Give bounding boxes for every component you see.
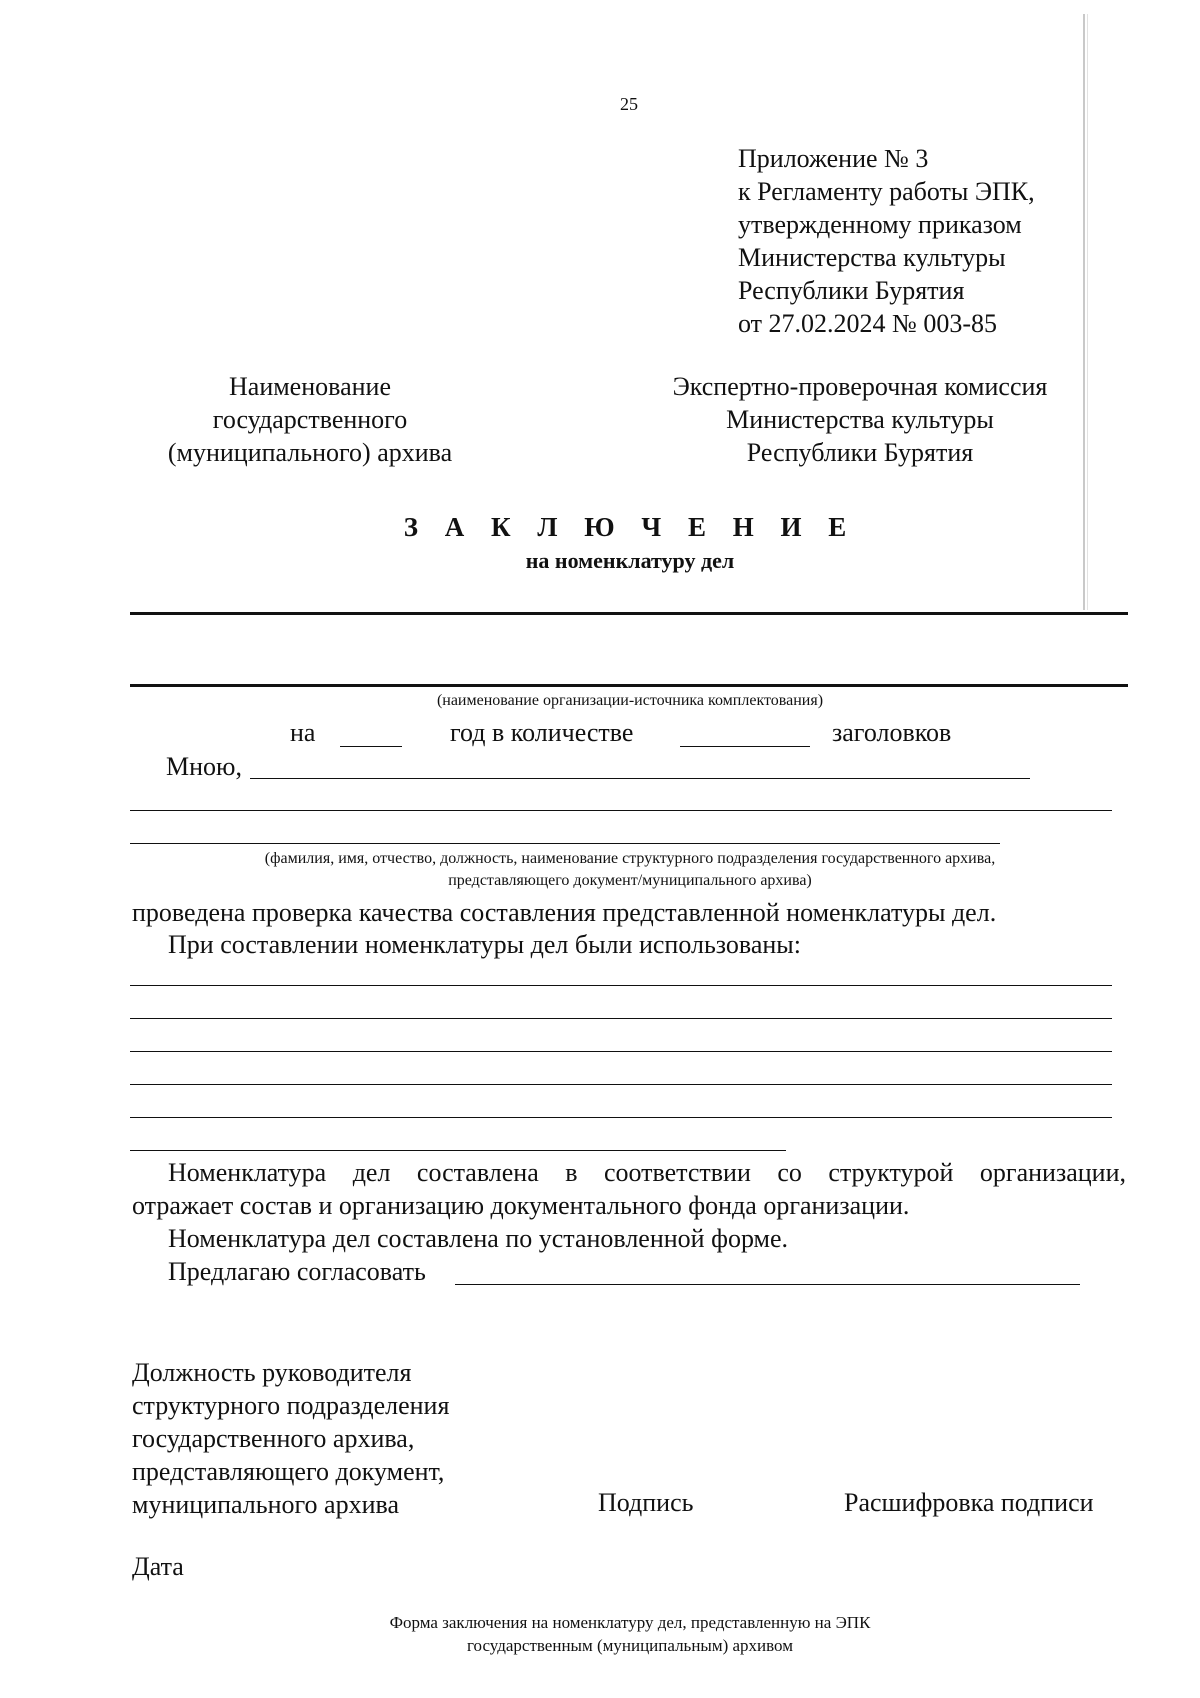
archive-name-line: (муниципального) архива [167, 438, 453, 467]
propose-label: Предлагаю согласовать [168, 1257, 426, 1286]
fill-in-line [130, 1084, 1112, 1085]
fill-in-line [130, 985, 1112, 986]
fill-in-line [130, 684, 1128, 687]
form-footer [0, 1611, 1200, 1657]
document-title: З А К Л Ю Ч Е Н И Е [403, 512, 857, 542]
date-label: Дата [132, 1552, 184, 1581]
used-text: При составлении номенклатуры дел были использованы: [168, 930, 802, 959]
person-caption-line: (фамилия, имя, отчество, должность, наименование структурного подразделения государственного архива, [264, 850, 996, 867]
page-number: 25 [620, 94, 638, 114]
count-blank [680, 746, 810, 747]
conformity-line: отражает состав и организацию документального фонда организации. [132, 1191, 910, 1220]
commission-line: Республики Бурятия [746, 438, 974, 467]
archive-name-block [140, 370, 480, 469]
year-blank [340, 746, 402, 747]
appendix-line: от 27.02.2024 № 003-85 [738, 309, 997, 338]
appendix-line: Приложение № 3 [738, 144, 929, 173]
archive-name-line: государственного [212, 405, 408, 434]
appendix-block [738, 142, 1035, 340]
year-prefix: на [290, 718, 316, 747]
fill-in-line [250, 778, 1030, 779]
fill-in-line [130, 1117, 1112, 1118]
position-line: представляющего документ, [132, 1457, 445, 1486]
position-block [132, 1356, 449, 1521]
year-suffix: заголовков [832, 718, 952, 747]
fill-in-line [130, 1150, 786, 1151]
position-line: Должность руководителя [132, 1358, 412, 1387]
fill-in-line [130, 810, 1112, 811]
position-line: муниципального архива [132, 1490, 399, 1519]
by-me-label: Мною, [166, 752, 242, 781]
year-middle: год в количестве [450, 718, 634, 747]
fill-in-line [130, 1018, 1112, 1019]
signature-decoding-label: Расшифровка подписи [844, 1488, 1094, 1517]
conformity-line: Номенклатура дел составлена в соответствии со структурой организации, [168, 1158, 1126, 1187]
commission-line: Министерства культуры [726, 405, 994, 434]
appendix-line: Министерства культуры [738, 243, 1006, 272]
org-name-caption: (наименование организации-источника комплектования) [436, 692, 824, 709]
fill-in-line [130, 1051, 1112, 1052]
fill-in-line [455, 1284, 1080, 1285]
fill-in-line [130, 843, 1000, 844]
footer-line: государственным (муниципальным) архивом [466, 1636, 793, 1655]
position-line: государственного архива, [132, 1424, 415, 1453]
position-line: структурного подразделения [132, 1391, 450, 1420]
document-subtitle: на номенклатуру дел [525, 548, 735, 573]
commission-block [640, 370, 1080, 469]
fill-in-line [130, 612, 1128, 615]
check-text: проведена проверка качества составления представленной номенклатуры дел. [132, 898, 997, 927]
appendix-line: утвержденному приказом [738, 210, 1022, 239]
archive-name-line: Наименование [229, 372, 391, 401]
signature-label: Подпись [598, 1488, 694, 1517]
footer-line: Форма заключения на номенклатуру дел, представленную на ЭПК [389, 1613, 871, 1632]
appendix-line: Республики Бурятия [738, 276, 965, 305]
form-text: Номенклатура дел составлена по установленной форме. [168, 1224, 789, 1253]
person-caption-line: представляющего документ/муниципального архива) [448, 872, 812, 889]
commission-line: Экспертно-проверочная комиссия [672, 372, 1048, 401]
appendix-line: к Регламенту работы ЭПК, [738, 177, 1035, 206]
